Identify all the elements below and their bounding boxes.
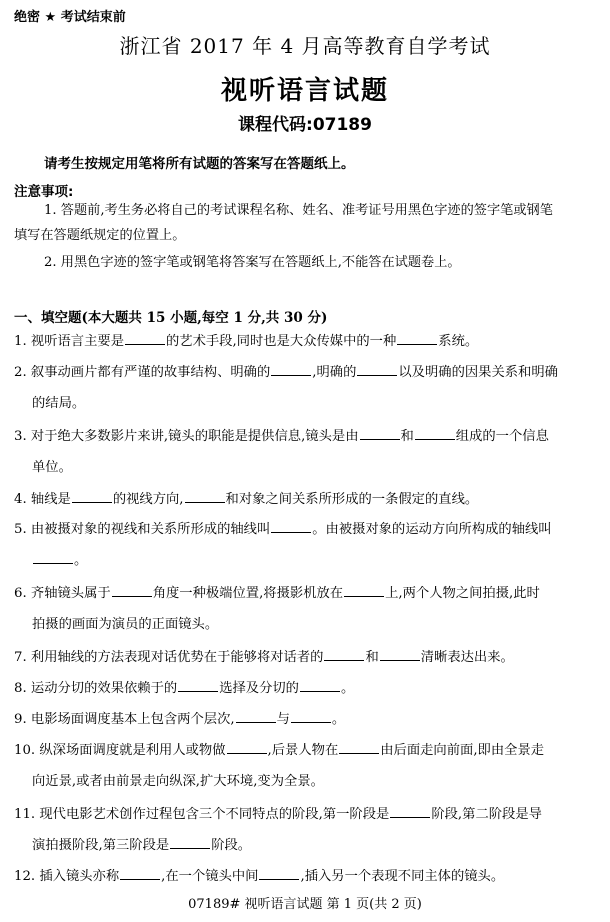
question-3: 3. 对于绝大多数影片来讲,镜头的职能是提供信息,镜头是由 和 组成的一个信息 (14, 429, 549, 444)
course-code: 课程代码:07189 (238, 115, 372, 135)
answer-blank (360, 428, 400, 440)
answer-blank (339, 742, 379, 754)
answer-blank (227, 742, 267, 754)
question-6: 6. 齐轴镜头属于 角度一种极端位置,将摄影机放在 上,两个人物之间拍摄,此时 (14, 586, 540, 601)
question-7: 7. 利用轴线的方法表现对话优势在于能够将对话者的 和 清晰表达出来。 (14, 650, 514, 665)
answer-blank (120, 868, 160, 880)
answer-blank (185, 491, 225, 503)
answer-blank (72, 491, 112, 503)
question-11-continued: 演拍摄阶段,第三阶段是 阶段。 (32, 838, 252, 853)
answer-blank (178, 680, 218, 692)
answer-blank (324, 649, 364, 661)
question-11: 11. 现代电影艺术创作过程包含三个不同特点的阶段,第一阶段是 阶段,第二阶段是导 (14, 807, 542, 822)
question-1: 1. 视听语言主要是 的艺术手段,同时也是大众传媒中的一种 系统。 (14, 334, 479, 349)
question-10: 10. 纵深场面调度就是利用人或物做 ,后景人物在 由后面走向前面,即由全景走 (14, 743, 545, 758)
question-4: 4. 轴线是 的视线方向, 和对象之间关系所形成的一条假定的直线。 (14, 492, 479, 507)
answer-blank (357, 364, 397, 376)
answer-blank (271, 521, 311, 533)
instruction-1-line-1: 1. 答题前,考生务必将自己的考试课程名称、姓名、准考证号用黑色字迹的签字笔或钢笔 (44, 203, 553, 218)
question-8: 8. 运动分切的效果依赖于的 选择及分切的 。 (14, 681, 355, 696)
answer-blank (236, 711, 276, 723)
question-6-continued: 拍摄的画面为演员的正面镜头。 (32, 617, 219, 632)
paper-title: 视听语言试题 (220, 76, 389, 106)
question-2: 2. 叙事动画片都有严谨的故事结构、明确的 ,明确的 以及明确的因果关系和明确 (14, 365, 558, 380)
instruction-1-line-2: 填写在答题纸规定的位置上。 (14, 228, 186, 243)
exam-title: 浙江省 2017 年 4 月高等教育自学考试 (119, 34, 491, 58)
attention-heading: 注意事项: (14, 184, 74, 200)
answer-blank (397, 333, 437, 345)
question-3-continued: 单位。 (32, 460, 72, 475)
question-5: 5. 由被摄对象的视线和关系所形成的轴线叫 。由被摄对象的运动方向所构成的轴线叫 (14, 522, 552, 537)
answer-blank (415, 428, 455, 440)
answer-blank (300, 680, 340, 692)
answer-notice: 请考生按规定用笔将所有试题的答案写在答题纸上。 (44, 156, 355, 172)
question-9: 9. 电影场面调度基本上包含两个层次, 与 。 (14, 712, 346, 727)
page-footer: 07189# 视听语言试题 第 1 页(共 2 页) (188, 897, 422, 912)
answer-blank (112, 585, 152, 597)
answer-blank (259, 868, 299, 880)
question-10-continued: 向近景,或者由前景走向纵深,扩大环境,变为全景。 (32, 774, 324, 789)
answer-blank (271, 364, 311, 376)
instruction-2: 2. 用黑色字迹的签字笔或钢笔将答案写在答题纸上,不能答在试题卷上。 (44, 255, 461, 270)
answer-blank (170, 837, 210, 849)
question-5-continued: 。 (32, 549, 87, 568)
question-12: 12. 插入镜头亦称 ,在一个镜头中间 ,插入另一个表现不同主体的镜头。 (14, 869, 505, 884)
answer-blank (380, 649, 420, 661)
answer-blank (390, 806, 430, 818)
confidential-label: 绝密 ★ 考试结束前 (14, 10, 126, 25)
section-title: 一、填空题(本大题共 15 小题,每空 1 分,共 30 分) (14, 310, 328, 326)
question-2-continued: 的结局。 (32, 396, 86, 411)
answer-blank (125, 333, 165, 345)
answer-blank (33, 552, 73, 564)
answer-blank (291, 711, 331, 723)
answer-blank (344, 585, 384, 597)
